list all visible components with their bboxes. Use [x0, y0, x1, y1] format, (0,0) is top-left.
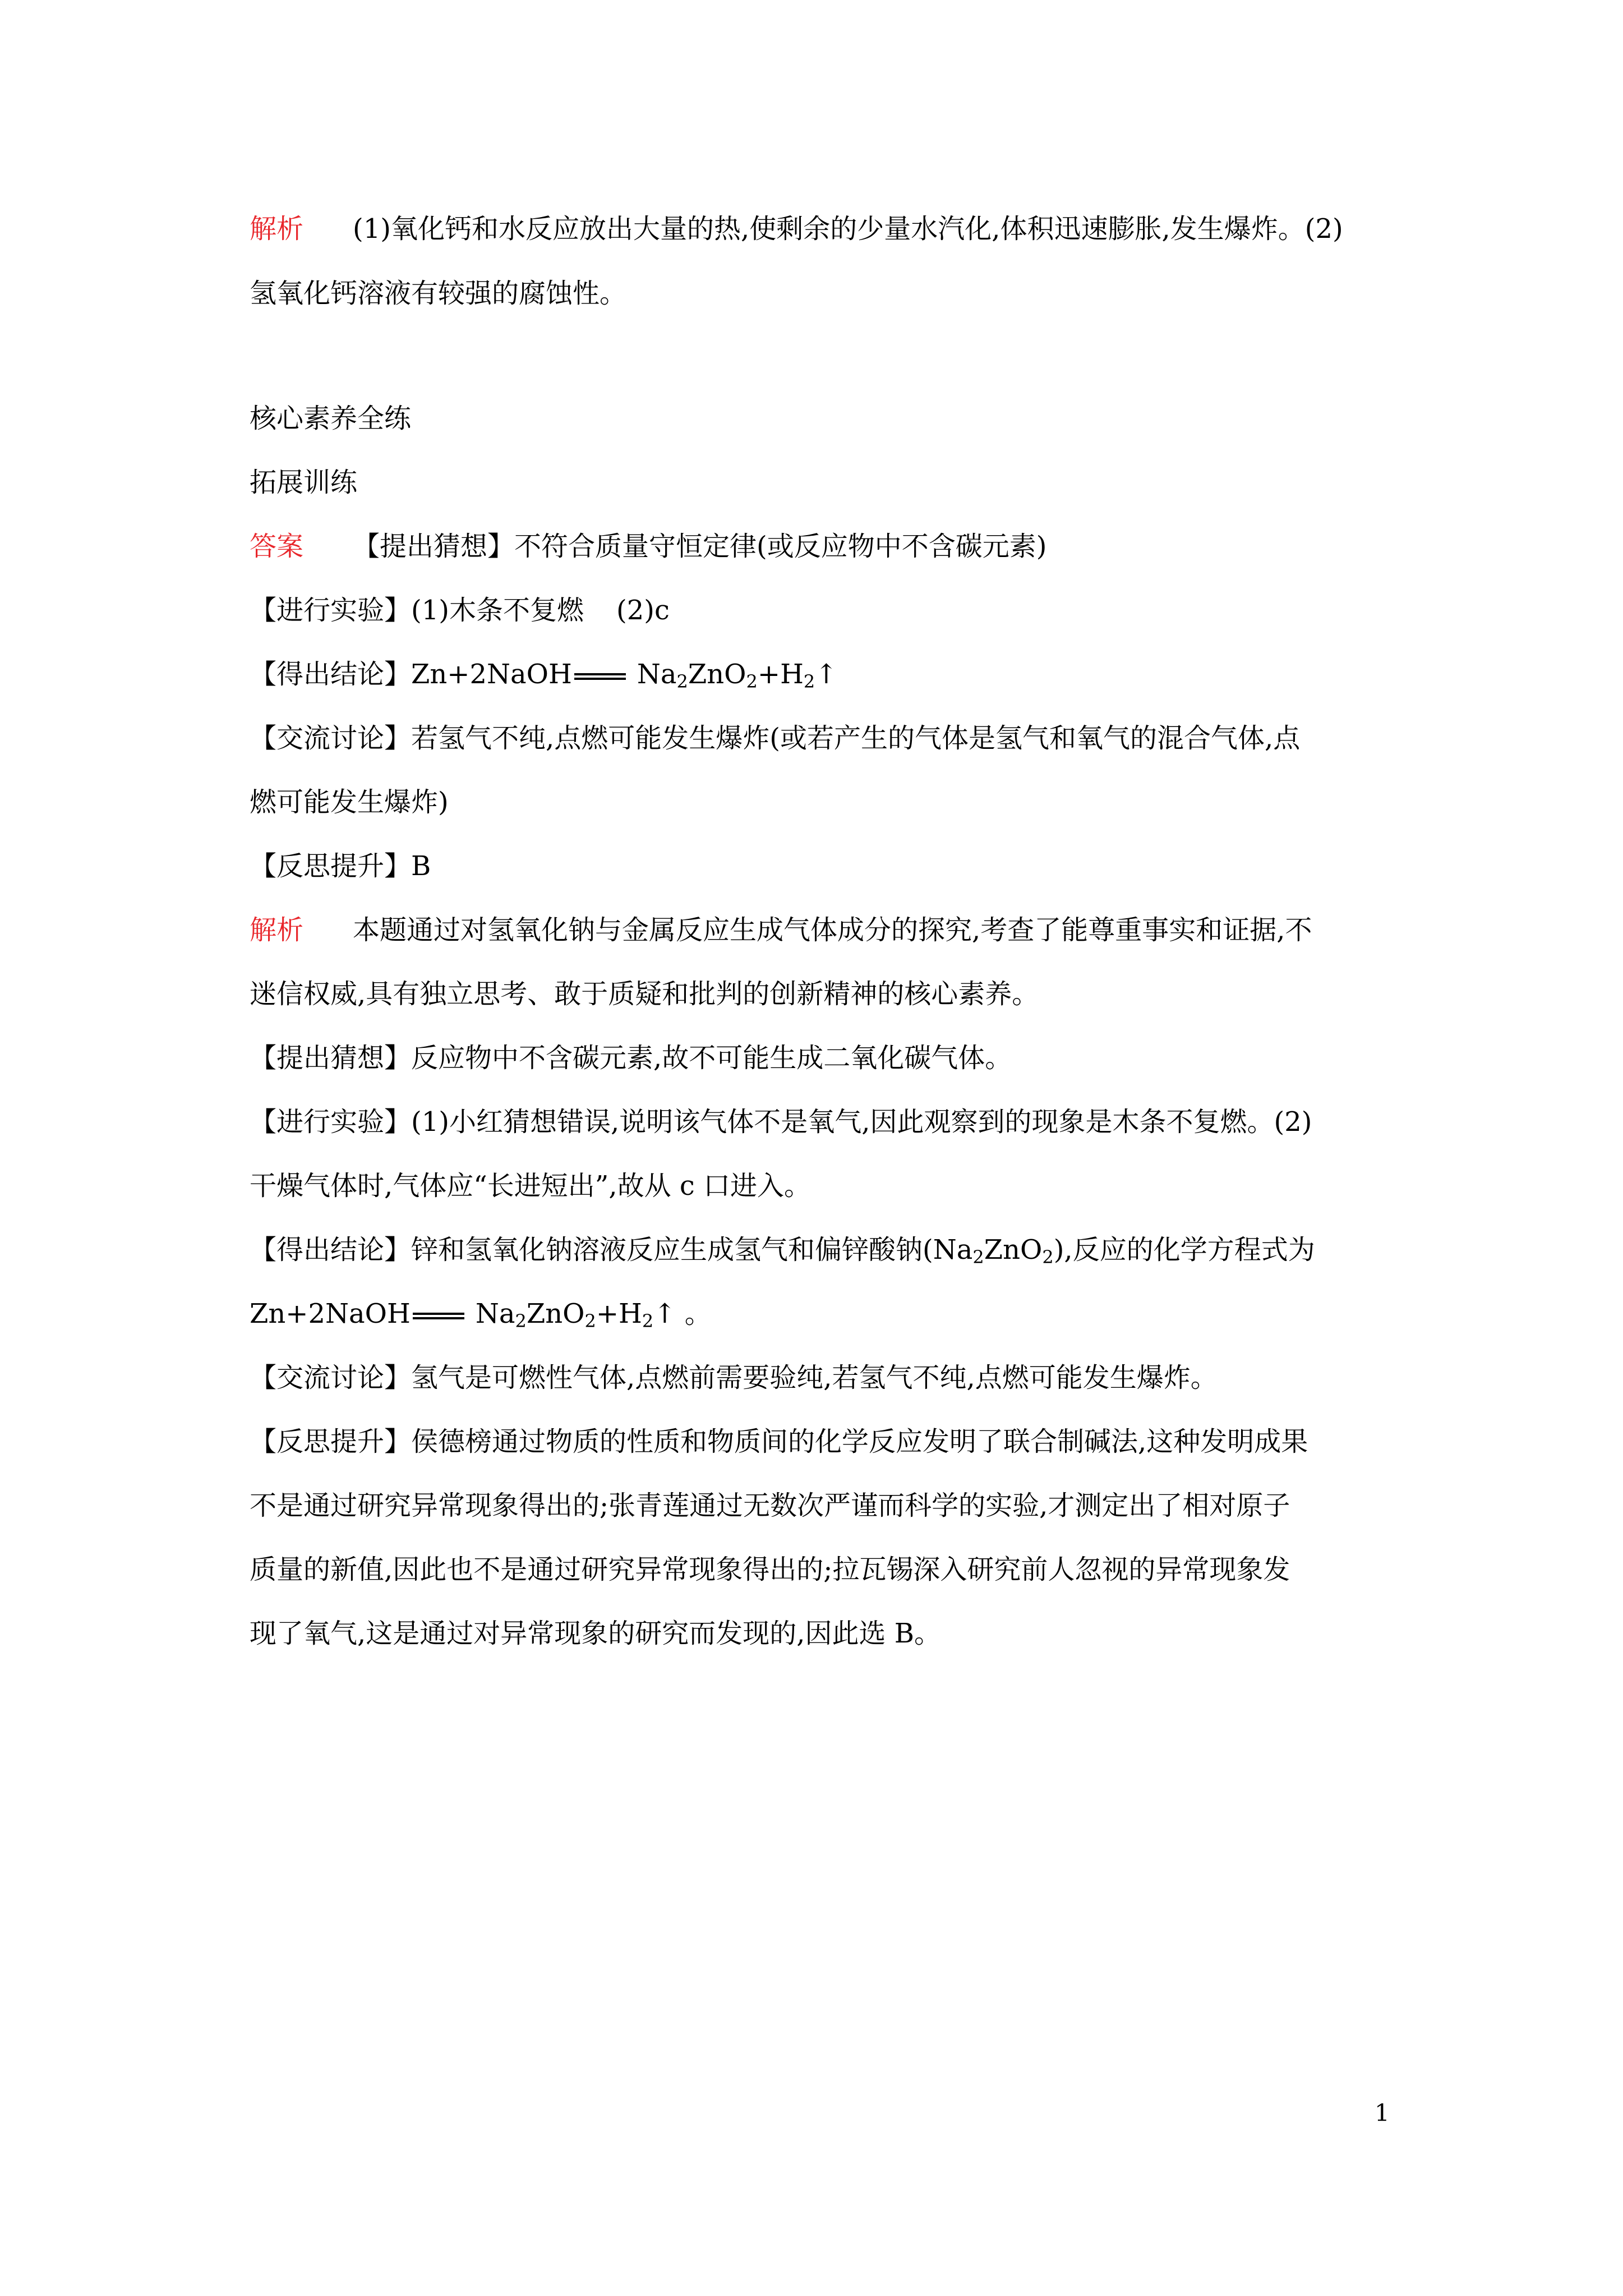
formula-sub: 2	[1042, 1246, 1054, 1268]
page-number: 1	[1375, 2099, 1390, 2127]
analysis-reflection-3: 质量的新值,因此也不是通过研究异常现象得出的;拉瓦锡深入研究前人忽视的异常现象发	[250, 1554, 1290, 1585]
equation-period: 。	[676, 1298, 712, 1329]
formula-sub: 2	[972, 1246, 984, 1268]
gas-arrow-icon: ↑	[653, 1298, 676, 1329]
analysis-text: (1)氧化钙和水反应放出大量的热,使剩余的少量水汽化,体积迅速膨胀,发生爆炸。(2)	[353, 213, 1343, 245]
answer-label: 答案	[250, 531, 304, 562]
equation-sub: 2	[584, 1310, 596, 1332]
analysis-reflection-1: 【反思提升】侯德榜通过物质的性质和物质间的化学反应发明了联合制碱法,这种发明成果	[250, 1426, 1308, 1457]
answer-discussion-1: 【交流讨论】若氢气不纯,点燃可能发生爆炸(或若产生的气体是氢气和氧气的混合气体,点	[250, 723, 1301, 754]
answer-hypothesis: 【提出猜想】不符合质量守恒定律(或反应物中不含碳元素)	[353, 531, 1047, 562]
answer-discussion-2: 燃可能发生爆炸)	[250, 786, 449, 818]
analysis-1-line-1	[250, 212, 1343, 246]
gas-arrow-icon: ↑	[815, 659, 838, 690]
answer-line-hypothesis	[250, 530, 1046, 563]
equation-left: Zn+2NaOH	[411, 659, 572, 690]
equation-equals-sign	[413, 1311, 464, 1321]
answer-line-experiment	[250, 593, 670, 627]
section-title: 核心素养全练	[250, 403, 412, 434]
formula-zno: ZnO	[984, 1234, 1043, 1266]
answer-line-conclusion	[250, 657, 838, 691]
equation-na: Na	[637, 659, 677, 690]
analysis-intro: 本题通过对氢氧化钠与金属反应生成气体成分的探究,考查了能尊重事实和证据,不	[353, 914, 1312, 946]
equation-sub: 2	[642, 1310, 654, 1332]
equation-left: Zn+2NaOH	[250, 1298, 411, 1329]
equation-zno: ZnO	[688, 659, 746, 690]
analysis-reflection-4: 现了氧气,这是通过对异常现象的研究而发现的,因此选 B。	[250, 1618, 942, 1649]
equation-sub: 2	[676, 671, 688, 692]
analysis-discussion: 【交流讨论】氢气是可燃性气体,点燃前需要验纯,若氢气不纯,点燃可能发生爆炸。	[250, 1362, 1218, 1393]
equation-sub: 2	[515, 1310, 527, 1332]
equation-na: Na	[475, 1298, 515, 1329]
answer-experiment-1: 【进行实验】(1)木条不复燃	[250, 595, 584, 626]
equation-equals-sign	[574, 671, 626, 682]
answer-reflection: 【反思提升】B	[250, 850, 431, 882]
equation-h: +H	[757, 659, 804, 690]
analysis-2-line-2: 迷信权威,具有独立思考、敢于质疑和批判的创新精神的核心素养。	[250, 978, 1039, 1010]
analysis-2-line-1	[250, 913, 1312, 947]
analysis-conclusion-1	[250, 1233, 1315, 1267]
analysis-experiment-2: 干燥气体时,气体应“长进短出”,故从 c 口进入。	[250, 1170, 811, 1202]
conclusion-text-end: ),反应的化学方程式为	[1053, 1234, 1315, 1266]
analysis-hypothesis: 【提出猜想】反应物中不含碳元素,故不可能生成二氧化碳气体。	[250, 1042, 1012, 1074]
analysis-reflection-2: 不是通过研究异常现象得出的;张青莲通过无数次严谨而科学的实验,才测定出了相对原子	[250, 1490, 1290, 1521]
equation-zno: ZnO	[526, 1298, 585, 1329]
analysis-experiment-1: 【进行实验】(1)小红猜想错误,说明该气体不是氧气,因此观察到的现象是木条不复燃。(2)	[250, 1106, 1312, 1138]
conclusion-text: 【得出结论】锌和氢氧化钠溶液反应生成氢气和偏锌酸钠(Na	[250, 1234, 973, 1266]
answer-conclusion-label: 【得出结论】	[250, 659, 412, 690]
equation-sub: 2	[746, 671, 758, 692]
analysis-label: 解析	[250, 914, 304, 946]
subsection-title: 拓展训练	[250, 467, 358, 498]
analysis-conclusion-equation	[250, 1297, 712, 1331]
answer-experiment-2: (2)c	[616, 595, 670, 626]
analysis-1-line-2: 氢氧化钙溶液有较强的腐蚀性。	[250, 278, 627, 309]
equation-sub: 2	[803, 671, 815, 692]
analysis-label: 解析	[250, 213, 304, 245]
equation-h: +H	[596, 1298, 642, 1329]
